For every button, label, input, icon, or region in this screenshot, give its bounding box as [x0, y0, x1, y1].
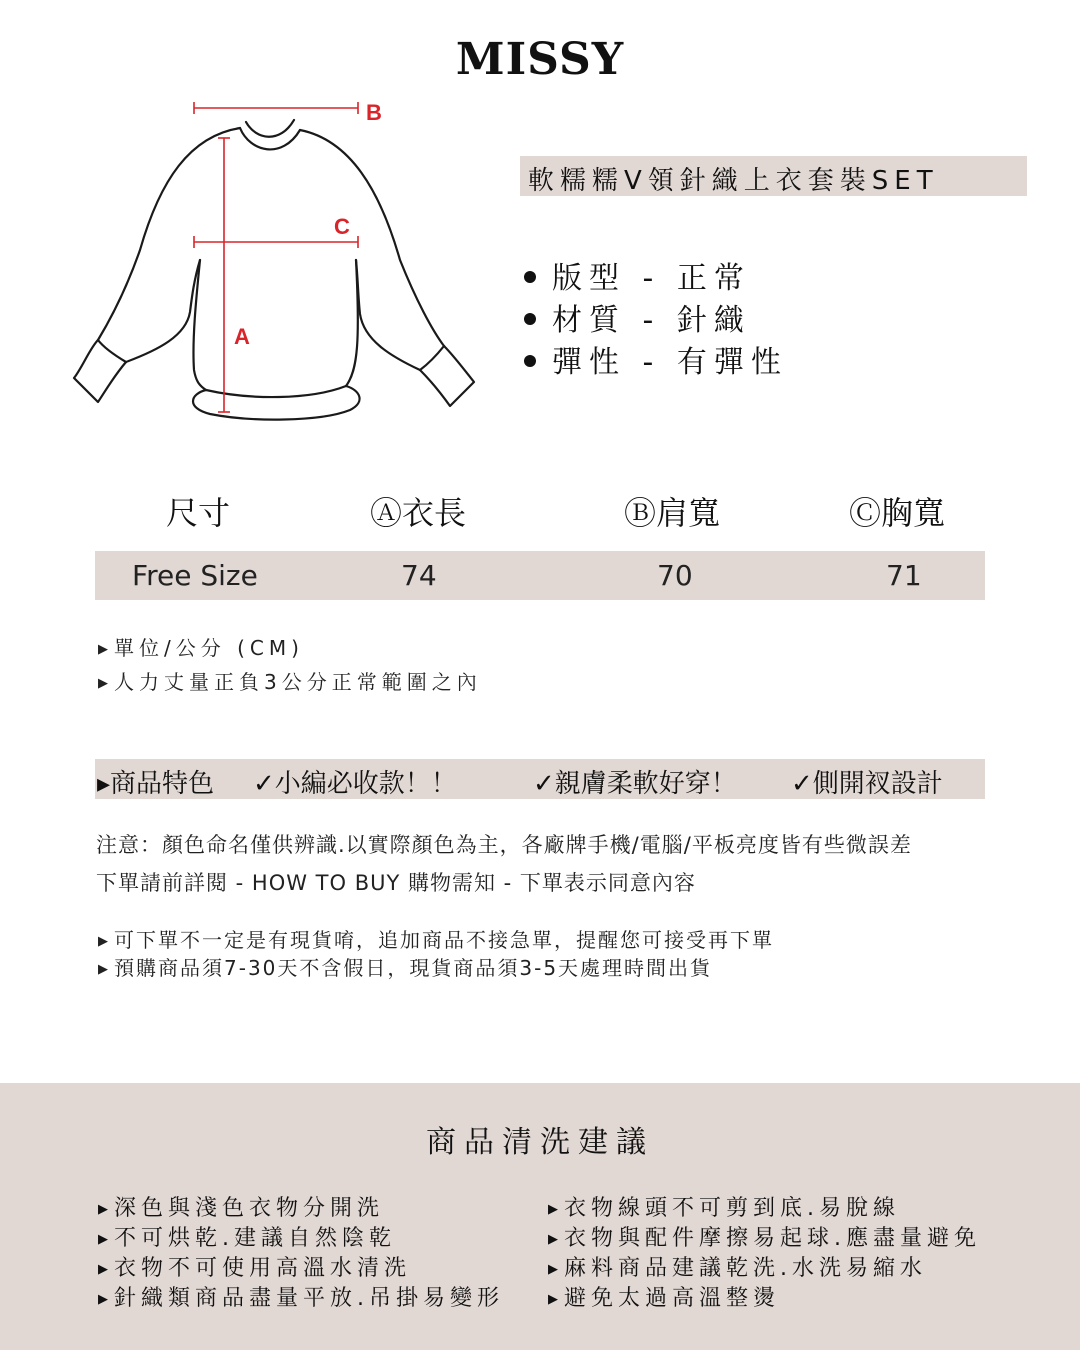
- size-header-length: Ⓐ衣長: [370, 494, 467, 532]
- size-table-row: [95, 551, 985, 600]
- color-caution: 注意：顏色命名僅供辨識.以實際顏色為主，各廠牌手機/電腦/平板亮度皆有些微誤差: [96, 833, 912, 857]
- spec-item: 彈性 - 有彈性: [524, 342, 788, 384]
- spec-item: 材質 - 針織: [524, 300, 788, 342]
- size-header-chest: Ⓒ胸寬: [849, 494, 946, 532]
- size-cell-length: 74: [401, 559, 437, 592]
- wash-title: 商品清洗建議: [426, 1125, 654, 1160]
- wash-item: ▶ 避免太過高溫整燙: [548, 1286, 781, 1311]
- label-b: B: [366, 100, 382, 125]
- feature-item: ✓小編必收款！！: [253, 769, 457, 799]
- measure-note: ▶ 人力丈量正負3公分正常範圍之內: [98, 670, 482, 694]
- triangle-bullet-icon: ▶: [98, 676, 108, 691]
- spec-item: 版型 - 正常: [524, 258, 788, 300]
- wash-item: ▶ 針織類商品盡量平放.吊掛易變形: [98, 1286, 504, 1311]
- wash-item: ▶ 衣物不可使用高溫水清洗: [98, 1256, 412, 1281]
- wash-item: ▶ 麻料商品建議乾洗.水洗易縮水: [548, 1256, 927, 1281]
- feature-label: ▸商品特色: [97, 769, 215, 799]
- wash-item: ▶ 衣物線頭不可剪到底.易脫線: [548, 1196, 900, 1221]
- triangle-bullet-icon: ▶: [98, 642, 108, 657]
- triangle-bullet-icon: ▶: [98, 962, 108, 977]
- product-title-bar: [520, 156, 1027, 196]
- size-header-shoulder: Ⓑ肩寬: [624, 494, 721, 532]
- triangle-bullet-icon: ▶: [98, 1262, 108, 1277]
- size-cell-size: Free Size: [132, 559, 258, 592]
- size-cell-shoulder: 70: [657, 559, 693, 592]
- triangle-bullet-icon: ▶: [98, 1232, 108, 1247]
- label-c: C: [334, 214, 350, 239]
- order-caution: 下單請前詳閱 - HOW TO BUY 購物需知 - 下單表示同意內容: [96, 871, 696, 895]
- triangle-bullet-icon: ▶: [98, 934, 108, 949]
- sweater-measurement-diagram: [60, 90, 500, 430]
- triangle-bullet-icon: ▶: [548, 1232, 558, 1247]
- order-note: ▶ 預購商品須7-30天不含假日，現貨商品須3-5天處理時間出貨: [98, 956, 713, 980]
- triangle-bullet-icon: ▶: [548, 1262, 558, 1277]
- wash-item: ▶ 不可烘乾.建議自然陰乾: [98, 1226, 396, 1251]
- bullet-icon: [524, 355, 536, 367]
- feature-item: ✓親膚柔軟好穿！: [533, 769, 737, 799]
- bullet-icon: [524, 271, 536, 283]
- size-header-size: 尺寸: [166, 494, 231, 532]
- wash-item: ▶ 深色與淺色衣物分開洗: [98, 1196, 385, 1221]
- feature-bar: [95, 759, 985, 799]
- triangle-bullet-icon: ▶: [548, 1292, 558, 1307]
- unit-note: ▶ 單位/公分 (CM): [98, 636, 304, 660]
- product-title: 軟糯糯V領針織上衣套裝SET: [528, 166, 939, 196]
- label-a: A: [234, 324, 250, 349]
- wash-section: [0, 1083, 1080, 1350]
- feature-item: ✓側開衩設計: [791, 769, 943, 799]
- sweater-outline: [74, 120, 474, 420]
- triangle-bullet-icon: ▶: [98, 1202, 108, 1217]
- bullet-icon: [524, 313, 536, 325]
- product-specs: [524, 258, 788, 384]
- triangle-bullet-icon: ▶: [98, 1292, 108, 1307]
- order-note: ▶ 可下單不一定是有現貨唷，追加商品不接急單，提醒您可接受再下單: [98, 928, 774, 952]
- triangle-bullet-icon: ▶: [548, 1202, 558, 1217]
- wash-item: ▶ 衣物與配件摩擦易起球.應盡量避免: [548, 1226, 981, 1251]
- size-cell-chest: 71: [886, 559, 922, 592]
- brand-title: MISSY: [455, 34, 625, 85]
